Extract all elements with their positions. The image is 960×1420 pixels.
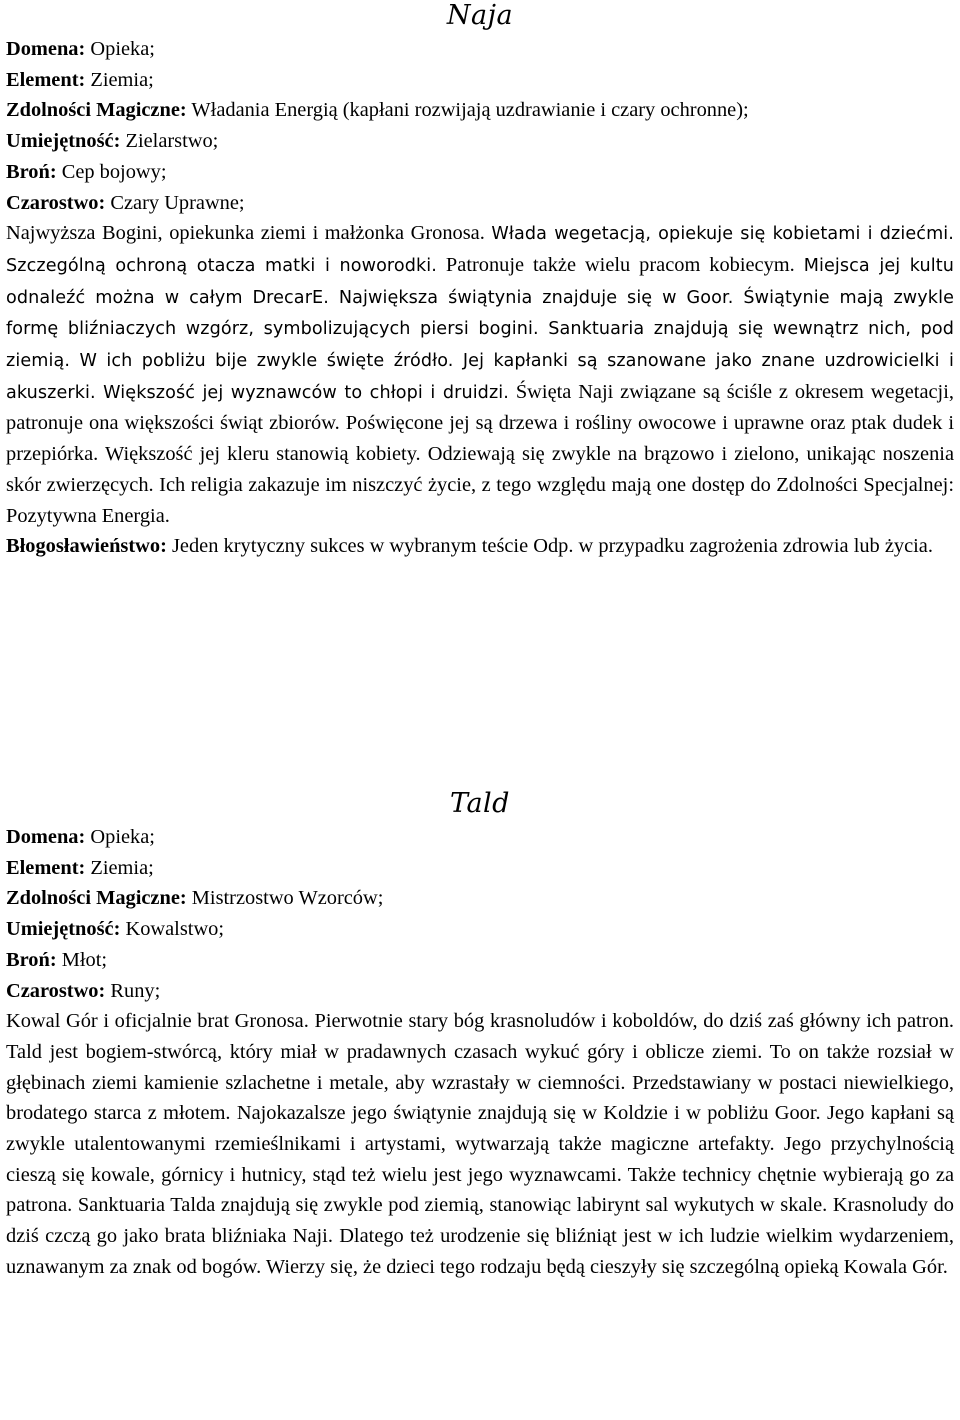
naja-description-part: Najwyższa Bogini, opiekunka ziemi i małżonka Gronosa. — [6, 222, 485, 245]
field-value: Zielarstwo; — [125, 130, 219, 153]
field-value: Młot; — [61, 948, 108, 971]
tald-field-magic — [6, 883, 954, 914]
field-label: Domena: — [6, 826, 86, 848]
naja-field-element — [6, 65, 954, 96]
naja-title: Naja — [446, 0, 514, 31]
field-label: Czarostwo: — [6, 979, 106, 1002]
field-value: Ziemia; — [90, 68, 154, 91]
field-value: Mistrzostwo Wzorców; — [191, 887, 384, 910]
field-value: Ziemia; — [90, 856, 154, 879]
naja-field-skill — [6, 126, 954, 157]
field-label: Umiejętność: — [6, 130, 121, 153]
naja-section — [6, 34, 954, 562]
field-label: Domena: — [6, 38, 86, 60]
field-label: Zdolności Magiczne: — [6, 887, 187, 910]
field-value: Kowalstwo; — [125, 918, 225, 941]
tald-field-skill — [6, 914, 954, 945]
field-value: Władania Energią (kapłani rozwijają uzdrawianie i czary ochronne); — [191, 99, 749, 122]
tald-field-weapon — [6, 945, 954, 976]
field-value: Cep bojowy; — [61, 160, 167, 183]
field-value: Opieka; — [90, 38, 155, 60]
field-label: Umiejętność: — [6, 918, 121, 941]
blessing-text: Jeden krytyczny sukces w wybranym teście Odp. w przypadku zagrożenia zdrowia lub życia. — [171, 535, 933, 558]
tald-description: Kowal Gór i oficjalnie brat Gronosa. Pierwotnie stary bóg krasnoludów i koboldów, do dziś zaś główny ich patron. Tald jest bogiem-stwórcą, który miał w pradawnych czasach wykuć góry i oblicze ziemi. To on także rozsiał w głębinach ziemi kamienie szlachetne i metale, aby wzrastały w ciemności. Przedstawiany w postaci niewielkiego, brodatego starca z młotem. Najokazalsze jego świątynie znajdują się w Koldzie i w pobliżu Goor. Jego kapłani są zwykle utalentowanymi rzemieślnikami i artystami, wytwarzają także magiczne artefakty. Jego przychylnością cieszą się kowale, górnicy i hutnicy, stąd też wielu jest jego wyznawcami. Także technicy chętnie wybierają go za patrona. Sanktuaria Talda znajdują się zwykle pod ziemią, stanowiąc labirynt sal wykutych w skale. Krasnoludy do dziś czczą go jako brata bliźniaka Naji. Dlatego też urodzenie się bliźniąt jest w ich ludzie wielkim wydarzeniem, uznawanym za znak od bogów. Wierzy się, że dzieci tego rodzaju będą cieszyły się szczególną opieką Kowala Gór. — [6, 1010, 954, 1278]
field-label: Element: — [6, 68, 86, 91]
field-label: Zdolności Magiczne: — [6, 99, 187, 122]
field-value: Czary Uprawne; — [110, 191, 245, 214]
naja-field-domain — [6, 34, 954, 65]
field-value: Opieka; — [90, 826, 155, 848]
naja-description-part: Patronuje także wielu pracom kobiecym. — [445, 253, 795, 276]
blessing-label: Błogosławieństwo: — [6, 535, 167, 558]
field-label: Czarostwo: — [6, 191, 106, 214]
naja-description — [6, 218, 954, 531]
field-value: Runy; — [110, 979, 161, 1002]
naja-blessing — [6, 531, 954, 562]
field-label: Broń: — [6, 160, 57, 183]
field-label: Broń: — [6, 948, 57, 971]
field-label: Element: — [6, 856, 86, 879]
naja-field-sorcery — [6, 188, 954, 219]
naja-field-weapon — [6, 157, 954, 188]
tald-title: Tald — [450, 788, 510, 819]
tald-field-sorcery — [6, 976, 954, 1007]
tald-field-element — [6, 853, 954, 884]
tald-field-domain — [6, 822, 954, 853]
naja-description-part: Święta Naji związane są ściśle z okresem wegetacji, patronuje ona większości świąt zbiorów. Poświęcone jej są drzewa i rośliny owocowe i uprawne oraz ptak dudek i przepiórka. Większość jej kleru stanowią kobiety. Odziewają się zwykle na brązowo i zielono, unikając noszenia skór zwierzęcych. Ich religia zakazuje im niszczyć życie, z tego względu mają one dostęp do Zdolności Specjalnej: Pozytywna Energia. — [6, 380, 954, 527]
tald-section — [6, 822, 954, 1283]
naja-description-part: Miejsca jej kultu odnaleźć można w całym DrecarE. Największa świątynia znajduje się w Goor. Świątynie mają zwykle formę bliźniaczych wzgórz, symbolizujących piersi bogini. Sanktuaria znajdują się wewnątrz nich, pod ziemią. W ich pobliżu bije zwykle święte źródło. Jej kapłanki są szanowane jako znane uzdrowicielki i akuszerki. Większość jej wyznawców to chłopi i druidzi. — [6, 255, 954, 403]
naja-description-part: Włada wegetacją, opiekuje się kobietami i dziećmi. Szczególną ochroną otacza matki i noworodki. — [6, 224, 954, 276]
naja-field-magic — [6, 95, 954, 126]
